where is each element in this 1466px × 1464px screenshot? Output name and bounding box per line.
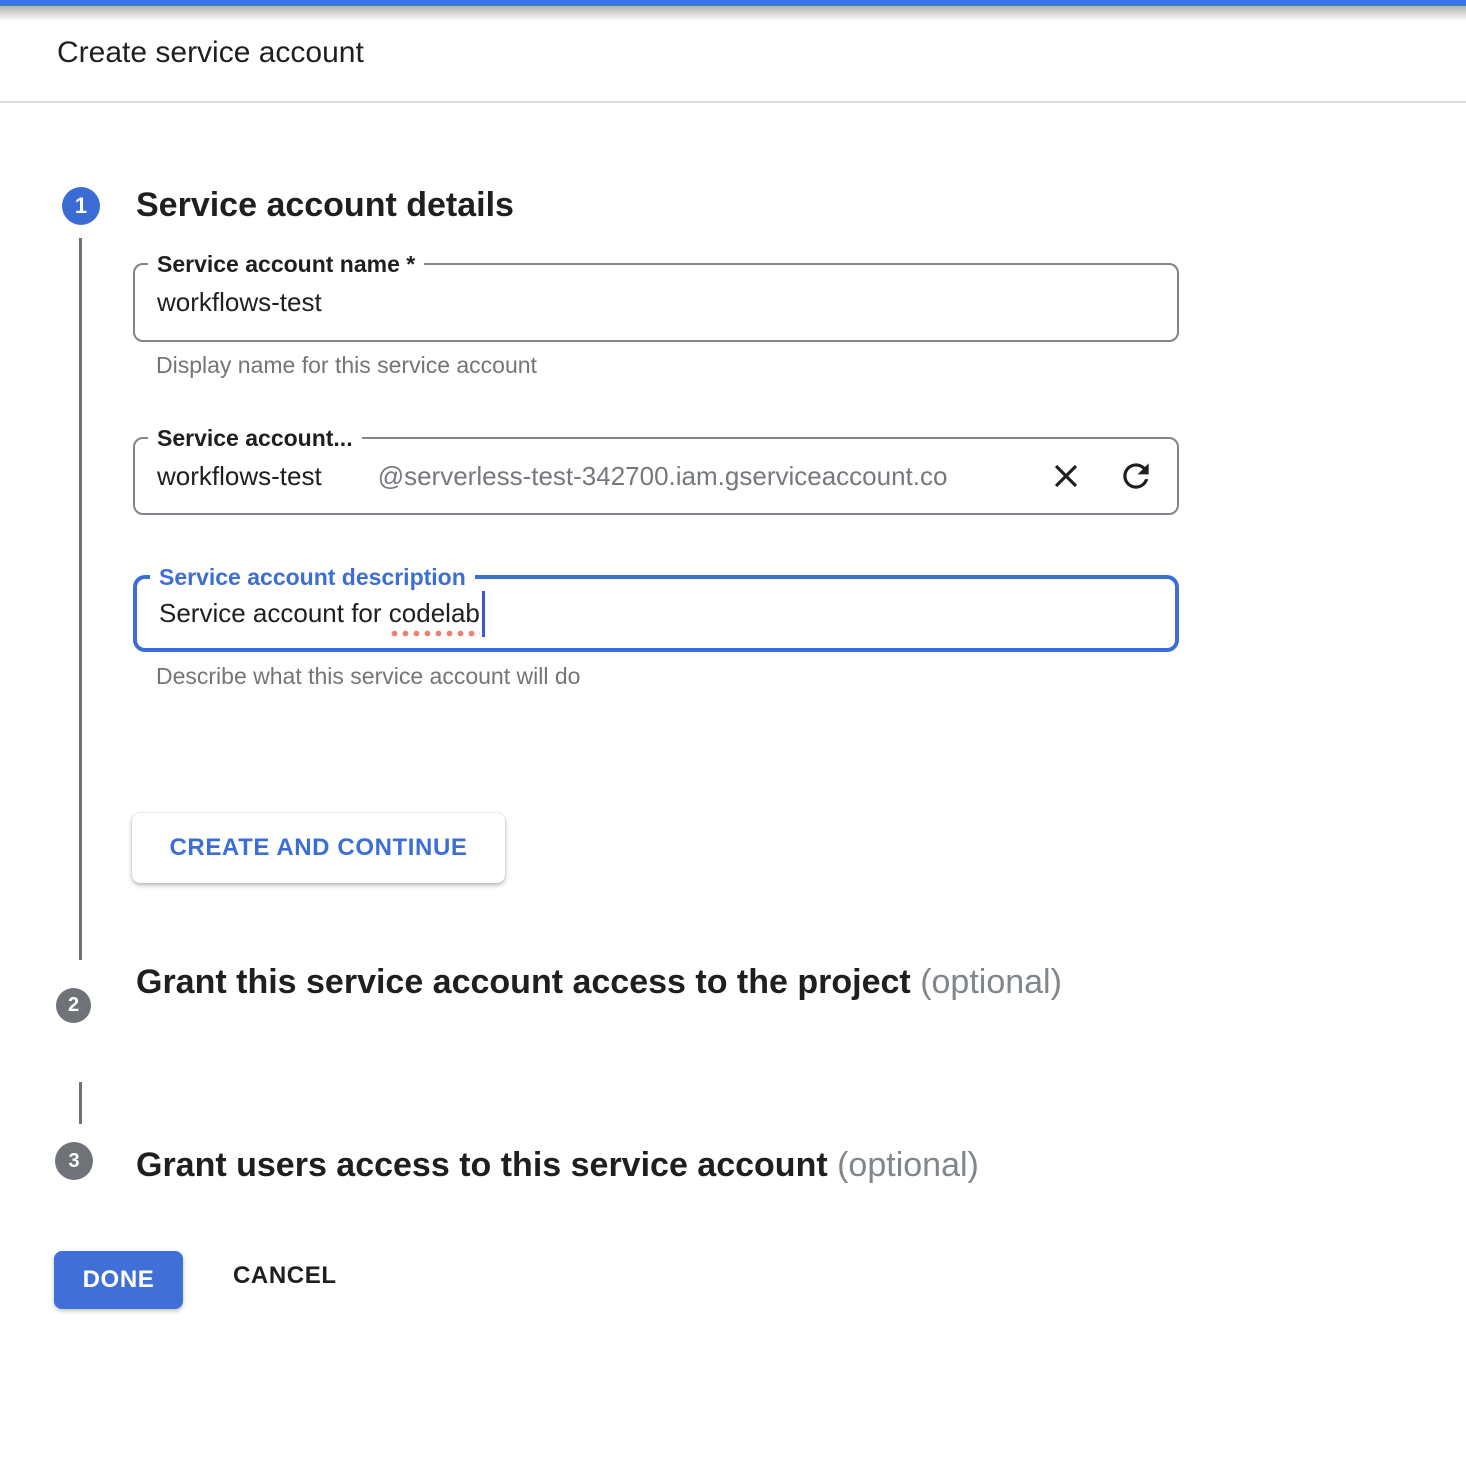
service-account-name-label: Service account name * bbox=[148, 249, 424, 279]
step-3-indicator[interactable] bbox=[55, 1142, 93, 1180]
service-account-description-helper: Describe what this service account will do bbox=[156, 663, 581, 689]
step-2-indicator[interactable] bbox=[56, 988, 91, 1023]
clear-id-button[interactable] bbox=[1047, 457, 1085, 495]
step-2-optional-label: (optional) bbox=[920, 963, 1062, 1001]
step-1-title: Service account details bbox=[136, 186, 514, 224]
step-1-number: 1 bbox=[74, 193, 88, 218]
refresh-icon bbox=[1117, 457, 1155, 495]
stepper-connector-line-2 bbox=[79, 1082, 82, 1124]
service-account-id-value: workflows-test bbox=[157, 460, 322, 491]
step-2-number: 2 bbox=[67, 994, 80, 1016]
step-2-title bbox=[136, 951, 1128, 1014]
service-account-id-field[interactable] bbox=[133, 425, 1179, 515]
cancel-button[interactable]: CANCEL bbox=[233, 1262, 337, 1289]
close-icon bbox=[1047, 457, 1085, 495]
text-cursor bbox=[482, 591, 485, 637]
service-account-description-field[interactable] bbox=[133, 564, 1179, 652]
service-account-name-value: workflows-test bbox=[157, 287, 322, 317]
service-account-description-label: Service account description bbox=[150, 562, 475, 592]
step-3-optional-label: (optional) bbox=[837, 1146, 979, 1184]
service-account-name-field[interactable] bbox=[133, 251, 1179, 342]
header-shadow bbox=[0, 6, 1466, 21]
step-1-indicator[interactable] bbox=[62, 187, 100, 225]
description-value-misspelled-word: codelab bbox=[389, 598, 480, 638]
step-3-title bbox=[136, 1146, 979, 1185]
stepper-connector-line-1 bbox=[79, 238, 82, 960]
description-value-prefix: Service account for bbox=[159, 598, 389, 628]
step-2-title-text: Grant this service account access to the project bbox=[136, 963, 911, 1001]
service-account-id-label: Service account... bbox=[148, 423, 362, 453]
step-3-title-text: Grant users access to this service account bbox=[136, 1146, 828, 1184]
create-and-continue-button[interactable]: CREATE AND CONTINUE bbox=[132, 813, 505, 883]
step-3-number: 3 bbox=[68, 1149, 80, 1172]
service-account-id-domain-suffix: @serverless-test-342700.iam.gserviceaccount.co bbox=[377, 460, 948, 491]
service-account-name-helper: Display name for this service account bbox=[156, 352, 537, 378]
header-divider bbox=[0, 101, 1466, 103]
done-button[interactable]: DONE bbox=[54, 1251, 183, 1309]
page-title: Create service account bbox=[57, 36, 364, 69]
refresh-id-button[interactable] bbox=[1117, 457, 1155, 495]
